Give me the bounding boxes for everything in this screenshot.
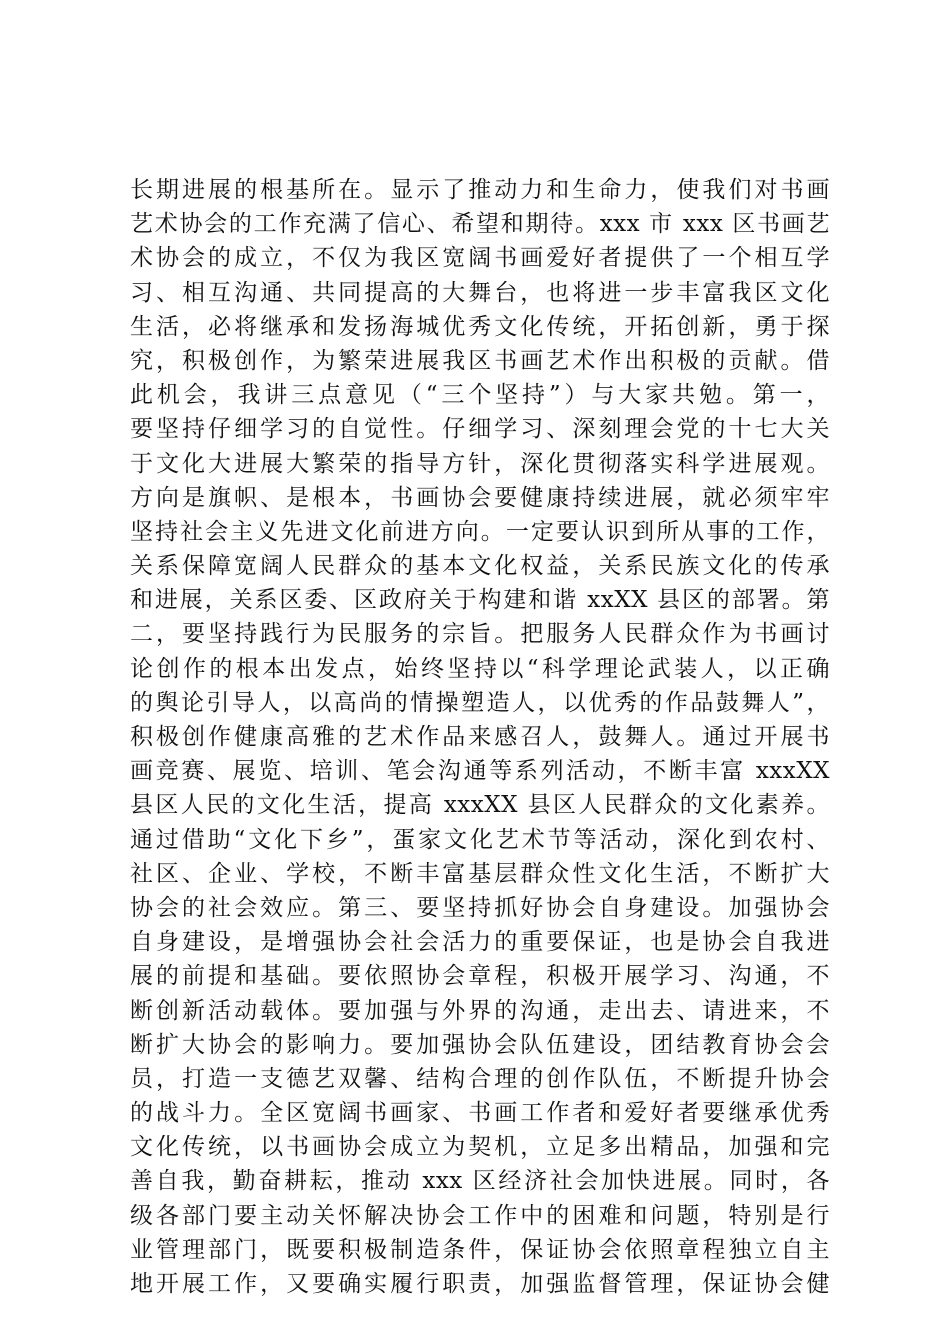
text-line: 艺术协会的工作充满了信心、希望和期待。xxx 市 xxx 区书画艺 (130, 211, 830, 238)
text-line: 画竞赛、展览、培训、笔会沟通等系列活动，不断丰富 xxxXX (130, 758, 830, 785)
text-line: 自身建设，是增强协会社会活力的重要保证，也是协会自我进 (130, 929, 830, 956)
text-line: 术协会的成立，不仅为我区宽阔书画爱好者提供了一个相互学 (130, 245, 830, 272)
text-line: 此机会，我讲三点意见（“三个坚持”）与大家共勉。第一， (130, 382, 830, 409)
text-line: 论创作的根本出发点，始终坚持以“科学理论武装人，以正确 (130, 655, 830, 682)
text-line: 要坚持仔细学习的自觉性。仔细学习、深刻理会党的十七大关 (130, 416, 830, 443)
body-paragraph (130, 173, 830, 1301)
text-line: 协会的社会效应。第三、要坚持抓好协会自身建设。加强协会 (130, 894, 830, 921)
text-line: 文化传统，以书画协会成立为契机，立足多出精品，加强和完 (130, 1134, 830, 1161)
text-line: 二，要坚持践行为民服务的宗旨。把服务人民群众作为书画讨 (130, 621, 830, 648)
text-line: 长期进展的根基所在。显示了推动力和生命力，使我们对书画 (130, 177, 830, 203)
text-line: 业管理部门，既要积极制造条件，保证协会依照章程独立自主 (130, 1236, 830, 1263)
text-line: 断扩大协会的影响力。要加强协会队伍建设，团结教育协会会 (130, 1031, 830, 1058)
text-line: 展的前提和基础。要依照协会章程，积极开展学习、沟通，不 (130, 963, 830, 990)
text-line: 积极创作健康高雅的艺术作品来感召人，鼓舞人。通过开展书 (130, 724, 830, 750)
text-line: 善自我，勤奋耕耘，推动 xxx 区经济社会加快进展。同时，各 (130, 1168, 830, 1195)
text-line: 级各部门要主动关怀解决协会工作中的困难和问题，特别是行 (130, 1202, 830, 1229)
text-line: 生活，必将继承和发扬海城优秀文化传统，开拓创新，勇于探 (130, 313, 830, 340)
text-line: 的舆论引导人，以高尚的情操塑造人，以优秀的作品鼓舞人”， (130, 689, 830, 716)
text-line: 习、相互沟通、共同提高的大舞台，也将进一步丰富我区文化 (130, 279, 830, 306)
text-line: 和进展，关系区委、区政府关于构建和谐 xxXX 县区的部署。第 (130, 587, 830, 614)
text-line: 通过借助“文化下乡”，蛋家文化艺术节等活动，深化到农村、 (130, 826, 830, 853)
text-line: 的战斗力。全区宽阔书画家、书画工作者和爱好者要继承优秀 (130, 1100, 830, 1127)
text-line: 社区、企业、学校，不断丰富基层群众性文化生活，不断扩大 (130, 860, 830, 887)
text-line: 关系保障宽阔人民群众的基本文化权益，关系民族文化的传承 (130, 553, 830, 580)
text-line: 方向是旗帜、是根本，书画协会要健康持续进展，就必须牢牢 (130, 484, 830, 511)
text-line: 地开展工作，又要确实履行职责，加强监督管理，保证协会健 (130, 1271, 830, 1297)
text-line: 于文化大进展大繁荣的指导方针，深化贯彻落实科学进展观。 (130, 450, 830, 477)
text-line: 断创新活动载体。要加强与外界的沟通，走出去、请进来，不 (130, 997, 830, 1024)
text-line: 县区人民的文化生活，提高 xxxXX 县区人民群众的文化素养。 (130, 792, 830, 819)
text-line: 究，积极创作，为繁荣进展我区书画艺术作出积极的贡献。借 (130, 347, 830, 374)
text-line: 坚持社会主义先进文化前进方向。一定要认识到所从事的工作， (130, 518, 830, 545)
text-line: 员，打造一支德艺双馨、结构合理的创作队伍，不断提升协会 (130, 1065, 830, 1092)
